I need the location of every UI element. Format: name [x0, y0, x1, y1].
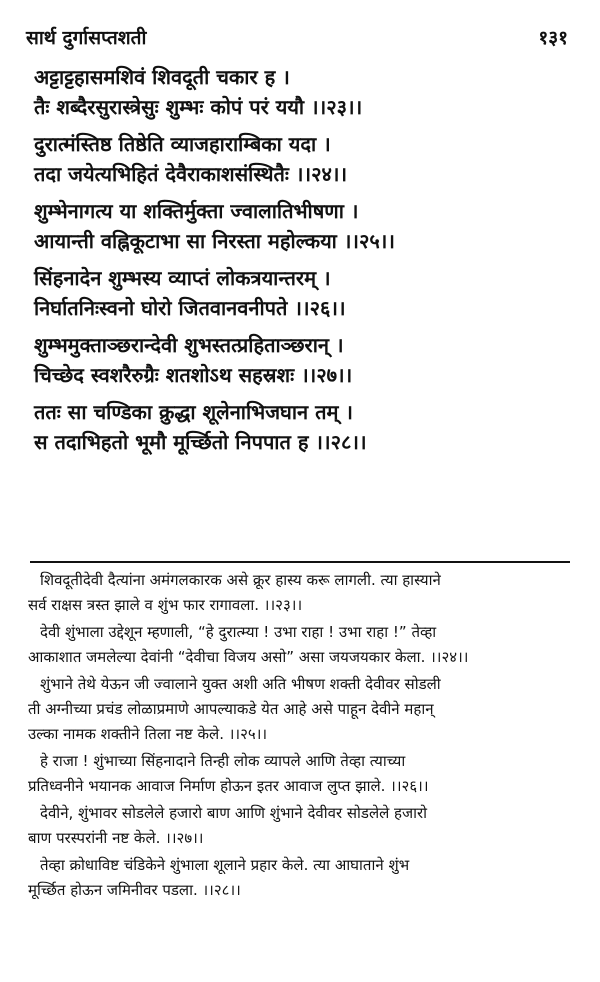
commentary-paragraph-23 — [28, 568, 574, 618]
marathi-commentary — [28, 568, 574, 905]
commentary-line: शुंभाने तेथे येऊन जी ज्वालाने युक्त अशी अति भीषण शक्ती देवीवर सोडली — [40, 675, 441, 693]
verse-24 — [34, 129, 570, 189]
verse-line: आयान्ती वह्निकूटाभा सा निरस्ता महोल्कया ।।२५।। — [34, 229, 395, 253]
commentary-line: मूर्च्छित होऊन जमिनीवर पडला. ।।२८।। — [28, 881, 241, 899]
section-divider — [30, 561, 570, 563]
commentary-paragraph-25 — [28, 672, 574, 747]
verse-line: शुम्भेनागत्य या शक्तिर्मुक्ता ज्वालातिभीषणा । — [34, 199, 359, 223]
commentary-line: सर्व राक्षस त्रस्त झाले व शुंभ फार रागावला. ।।२३।। — [28, 596, 303, 614]
commentary-paragraph-24 — [28, 620, 574, 670]
verse-line: शुम्भमुक्ताञ्छरान्देवी शुभस्तत्प्रहिताञ्छरान् । — [34, 333, 344, 357]
verse-27 — [34, 330, 570, 390]
verse-line: स तदाभिहतो भूमौ मूर्च्छितो निपपात ह ।।२८।। — [34, 430, 367, 454]
commentary-paragraph-27 — [28, 801, 574, 851]
commentary-line: प्रतिध्वनीने भयानक आवाज निर्माण होऊन इतर आवाज लुप्त झाले. ।।२६।। — [28, 777, 429, 795]
verse-line: दुरात्मंस्तिष्ठ तिष्ठेति व्याजहाराम्बिका यदा । — [34, 132, 331, 156]
commentary-paragraph-26 — [28, 749, 574, 799]
commentary-paragraph-28 — [28, 853, 574, 903]
verse-line: ततः सा चण्डिका क्रुद्धा शूलेनाभिजघान तम् । — [34, 400, 354, 424]
book-title: सार्थ दुर्गासप्तशती — [26, 27, 147, 49]
page-header — [26, 22, 568, 52]
verse-23 — [34, 62, 570, 122]
commentary-line: शिवदूतीदेवी दैत्यांना अमंगलकारक असे क्रूर हास्य करू लागली. त्या हास्याने — [40, 571, 441, 589]
sanskrit-verses — [34, 62, 570, 464]
verse-line: सिंहनादेन शुम्भस्य व्याप्तं लोकत्रयान्तरम् । — [34, 266, 331, 290]
verse-line: तदा जयेत्यभिहितं देवैराकाशसंस्थितैः ।।२४।। — [34, 162, 348, 186]
commentary-line: उल्का नामक शक्तीने तिला नष्ट केले. ।।२५।। — [28, 725, 268, 743]
verse-line: चिच्छेद स्वशरैरुग्रैः शतशोऽथ सहस्रशः ।।२७।। — [34, 363, 353, 387]
commentary-line: देवीने, शुंभावर सोडलेले हजारो बाण आणि शुंभाने देवीवर सोडलेले हजारो — [40, 804, 428, 822]
commentary-line: ती अग्नीच्या प्रचंड लोळाप्रमाणे आपल्याकडे येत आहे असे पाहून देवीने महान् — [28, 700, 434, 718]
verse-25 — [34, 196, 570, 256]
verse-28 — [34, 397, 570, 457]
commentary-line: बाण परस्परांनी नष्ट केले. ।।२७।। — [28, 829, 204, 847]
commentary-line: तेव्हा क्रोधाविष्ट चंडिकेने शुंभाला शूलाने प्रहार केले. त्या आघाताने शुंभ — [40, 856, 410, 874]
commentary-line: देवी शुंभाला उद्देशून म्हणाली, “हे दुरात्म्या ! उभा राहा ! उभा राहा !” तेव्हा — [40, 623, 437, 641]
commentary-line: हे राजा ! शुंभाच्या सिंहनादाने तिन्ही लोक व्यापले आणि तेव्हा त्याच्या — [40, 752, 406, 770]
verse-line: तैः शब्दैरसुरास्त्रेसुः शुम्भः कोपं परं ययौ ।।२३।। — [34, 95, 363, 119]
commentary-line: आकाशात जमलेल्या देवांनी “देवीचा विजय असो” असा जयजयकार केला. ।।२४।। — [28, 648, 469, 666]
verse-line: अट्टाट्टहासमशिवं शिवदूती चकार ह । — [34, 65, 290, 89]
page-number: १३१ — [538, 27, 568, 49]
verse-line: निर्घातनिःस्वनो घोरो जितवानवनीपते ।।२६।। — [34, 296, 346, 320]
verse-26 — [34, 263, 570, 323]
